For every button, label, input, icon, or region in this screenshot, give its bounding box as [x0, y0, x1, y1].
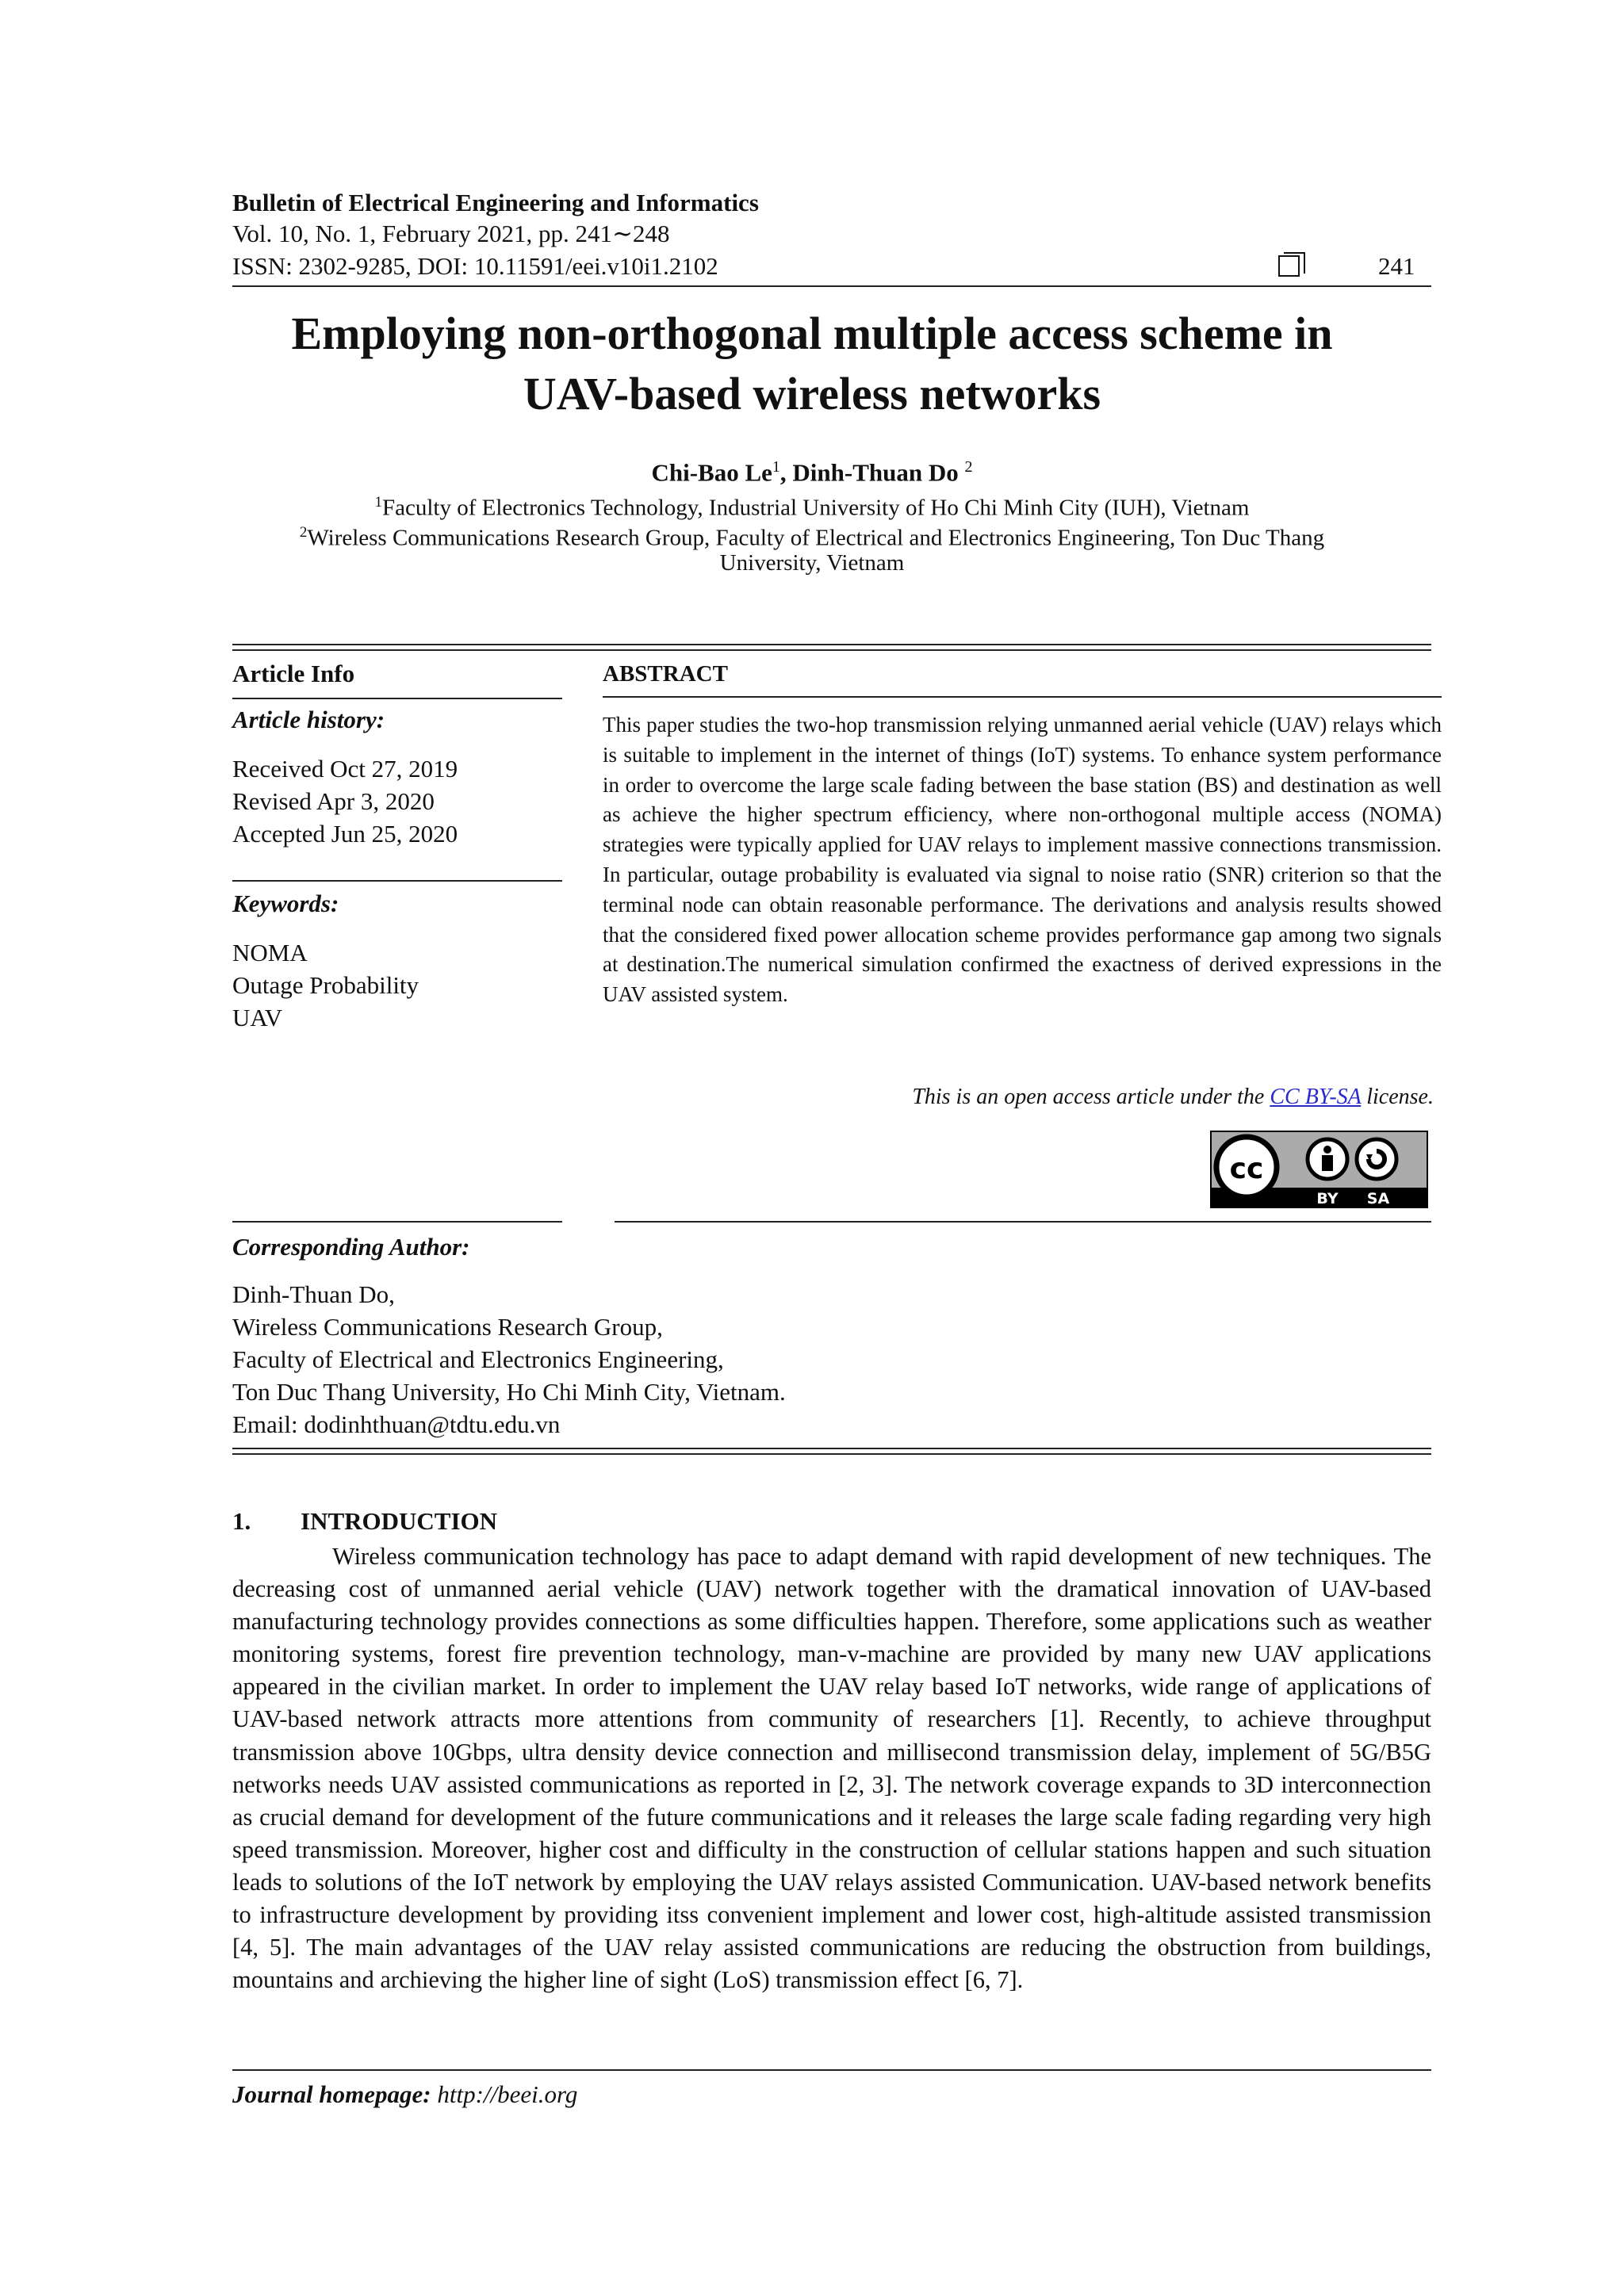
- homepage-label: Journal homepage:: [232, 2080, 431, 2108]
- header-rule: [232, 285, 1431, 287]
- title-line-1: Employing non-orthogonal multiple access scheme in: [291, 308, 1333, 359]
- info-bottom-rule-2: [232, 1453, 1431, 1455]
- cc-badge-icon: [1210, 1131, 1428, 1208]
- volume-info: Vol. 10, No. 1, February 2021, pp. 241∼248: [232, 220, 670, 247]
- introduction-paragraph: Wireless communication technology has pace to adapt demand with rapid development of new techniques. The decreasing cost of unmanned aerial vehicle (UAV) network together with the dramatical innovation of UAV-based manufacturing technology provides connections as some difficulties happen. Therefore, some applications such as weather monitoring systems, forest fire prevention technology, man-v-machine are provided by many new UAV applications appeared in the civilian market. In order to implement the UAV relay based IoT networks, wide range of applications of UAV-based network attracts more attentions from community of researchers [1]. Recently, to achieve throughput transmission above 10Gbps, ultra density device connection and millisecond transmission delay, implement of 5G/B5G networks needs UAV assisted communications as reported in [2, 3]. The network coverage expands to 3D interconnection as crucial demand for development of the future communications and it releases the large scale fading regarding very high speed transmission. Moreover, higher cost and difficulty in the construction of cellular stations happen and such situation leads to solutions of the IoT network by employing the UAV relays assisted Communication. UAV-based network benefits to infrastructure development by providing itss convenient implement and lower cost, high-altitude assisted transmission [4, 5]. The main advantages of the UAV relay assisted communications are reducing the obstruction from buildings, mountains and archieving the higher line of sight (LoS) transmission effect [6, 7].: [232, 1543, 1431, 1994]
- article-info-heading: Article Info: [232, 660, 355, 687]
- box-icon: [1278, 255, 1300, 277]
- corresponding-line: Ton Duc Thang University, Ho Chi Minh City, Vietnam.: [232, 1378, 786, 1406]
- corresponding-line: Faculty of Electrical and Electronics Engineering,: [232, 1345, 724, 1373]
- license-prefix: This is an open access article under the: [912, 1085, 1270, 1109]
- keyword-item: UAV: [232, 1004, 283, 1031]
- section-heading-introduction: [232, 1507, 497, 1536]
- affiliation-1-mark: 1: [374, 494, 382, 511]
- license-statement: [793, 1085, 1434, 1110]
- keywords-rule: [232, 880, 562, 882]
- journal-homepage: [232, 2080, 577, 2109]
- homepage-url[interactable]: http://beei.org: [431, 2080, 578, 2108]
- corresponding-line: Wireless Communications Research Group,: [232, 1313, 663, 1341]
- badge-sa-text: SA: [1366, 1190, 1390, 1207]
- article-history-heading: Article history:: [232, 706, 385, 733]
- info-top-rule-1: [232, 644, 1431, 645]
- badge-by-text: BY: [1316, 1190, 1339, 1207]
- issn-doi: ISSN: 2302-9285, DOI: 10.11591/eei.v10i1.2102: [232, 252, 718, 280]
- authors: [238, 458, 1386, 487]
- keyword-item: Outage Probability: [232, 971, 419, 999]
- journal-name: Bulletin of Electrical Engineering and Informatics: [232, 189, 759, 216]
- license-suffix: license.: [1361, 1085, 1434, 1109]
- affiliation-2-cont: University, Vietnam: [719, 550, 905, 576]
- revised-date: Revised Apr 3, 2020: [232, 787, 435, 815]
- abstract-heading: ABSTRACT: [603, 661, 728, 687]
- author-2-affil: 2: [964, 458, 973, 476]
- accepted-date: Accepted Jun 25, 2020: [232, 820, 458, 848]
- abstract-text: This paper studies the two-hop transmission relying unmanned aerial vehicle (UAV) relays which is suitable to implement in the internet of things (IoT) systems. To enhance system performance in order to overcome the large scale fading between the base station (BS) and destination as well as achieve the higher spectrum efficiency, where non-orthogonal multiple access (NOMA) strategies were typically applied for UAV relays to implement massive connections transmission. In particular, outage probability is evaluated via signal to noise ratio (SNR) criterion so that the terminal node can obtain reasonable performance. The derivations and analysis results showed that the considered fixed power allocation scheme provides performance gap among two signals at destination.The numerical simulation confirmed the exactness of derived expressions in the UAV assisted system.: [603, 713, 1442, 1007]
- info-bottom-rule-1: [232, 1448, 1431, 1449]
- received-date: Received Oct 27, 2019: [232, 755, 458, 783]
- section-title: INTRODUCTION: [301, 1507, 498, 1535]
- corresponding-line: Dinh-Thuan Do,: [232, 1280, 395, 1308]
- badge-cc-text: cc: [1229, 1153, 1264, 1185]
- author-2: Dinh-Thuan Do: [792, 458, 959, 487]
- info-top-rule-2: [232, 649, 1431, 651]
- article-info-rule: [232, 698, 562, 699]
- affiliation-1-text: Faculty of Electronics Technology, Industrial University of Ho Chi Minh City (IUH), Vietnam: [382, 495, 1250, 521]
- author-1: Chi-Bao Le: [651, 458, 772, 487]
- cc-by-sa-badge[interactable]: [1210, 1131, 1428, 1208]
- title-line-2: UAV-based wireless networks: [523, 368, 1101, 419]
- corresponding-email: Email: dodinhthuan@tdtu.edu.vn: [232, 1410, 561, 1438]
- footer-rule: [232, 2069, 1431, 2071]
- author-1-affil: 1: [772, 458, 780, 476]
- corr-rule-right: [615, 1221, 1431, 1223]
- corr-rule-left: [232, 1221, 562, 1223]
- keywords-heading: Keywords:: [232, 890, 339, 917]
- page-number: 241: [1378, 252, 1415, 280]
- affiliation-2-text: Wireless Communications Research Group, Faculty of Electrical and Electronics Engineering, Ton Duc Thang: [307, 525, 1325, 551]
- cc-by-sa-link[interactable]: CC BY-SA: [1270, 1085, 1362, 1109]
- corresponding-heading: Corresponding Author:: [232, 1233, 470, 1261]
- author-separator: ,: [779, 458, 793, 487]
- paper-title: [238, 304, 1386, 424]
- section-number: 1.: [232, 1507, 251, 1535]
- affiliation-2-mark: 2: [299, 524, 308, 541]
- keyword-item: NOMA: [232, 939, 308, 966]
- abstract-rule: [603, 696, 1442, 698]
